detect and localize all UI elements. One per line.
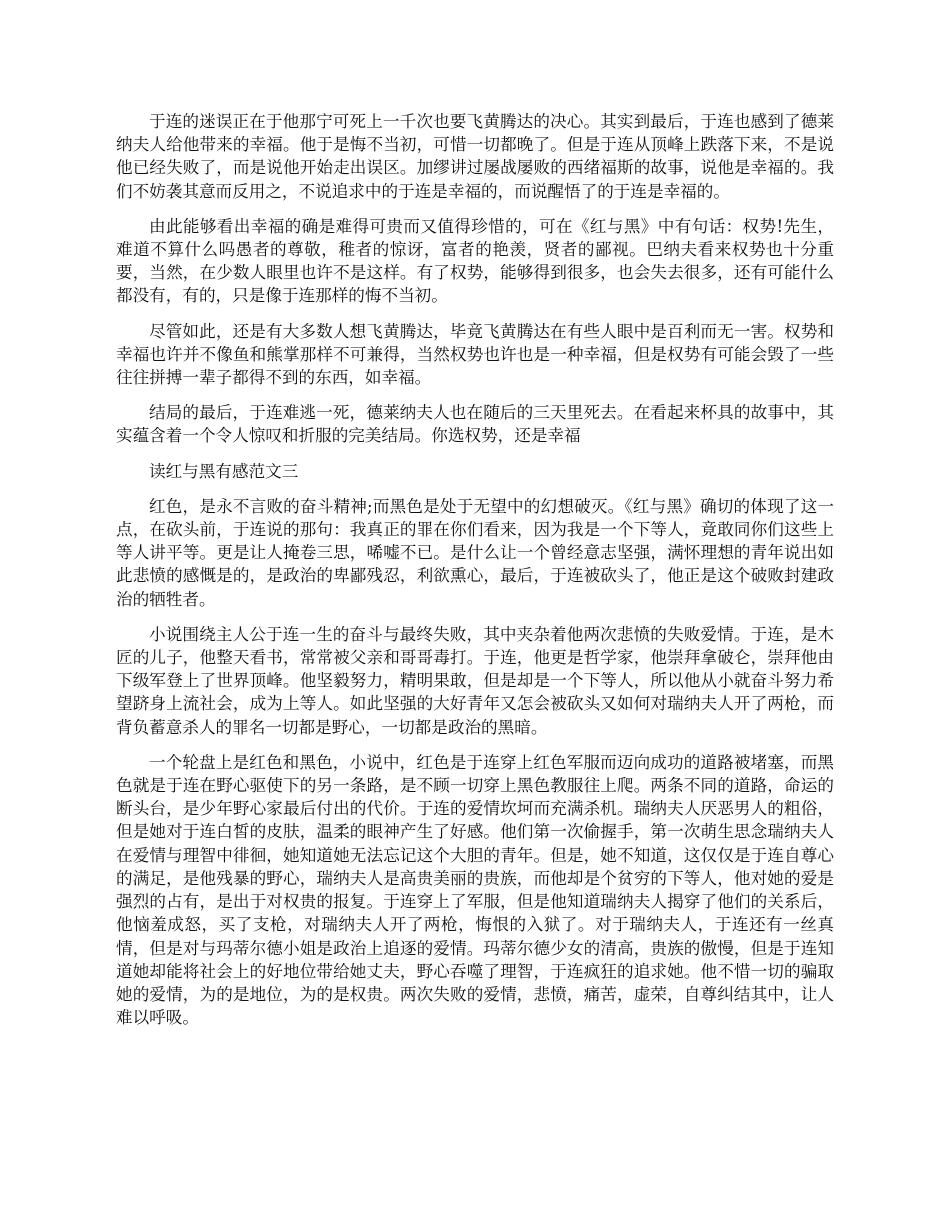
paragraph-1: 于连的迷误正在于他那宁可死上一千次也要飞黄腾达的决心。其实到最后，于连也感到了德莱纳夫人给他带来的幸福。他于是悔不当初，可惜一切都晚了。但是于连从顶峰上跌落下来，不是说他已经失败了，而是说他开始走出误区。加缪讲过屡战屡败的西绪福斯的故事，说他是幸福的。我们不妨袭其意而反用之，不说追求中的于连是幸福的，而说醒悟了的于连是幸福的。 <box>116 112 834 201</box>
section-heading: 读红与黑有感范文三 <box>149 461 299 481</box>
paragraph-6: 小说围绕主人公于连一生的奋斗与最终失败，其中夹杂着他两次悲愤的失败爱情。于连，是木匠的儿子，他整天看书，常常被父亲和哥哥毒打。于连，他更是哲学家，他崇拜拿破仑，崇拜他由下级军登上了世界顶峰。他坚毅努力，精明果敢，但是却是一个下等人，所以他从小就奋斗努力希望跻身上流社会，成为上等人。如此坚强的大好青年又怎会被砍头又如何对瑞纳夫人开了两枪，而背负蓄意杀人的罪名一切都是野心，一切都是政治的黑暗。 <box>116 624 834 737</box>
paragraph-2: 由此能够看出幸福的确是难得可贵而又值得珍惜的，可在《红与黑》中有句话：权势!先生，难道不算什么吗愚者的尊敬，稚者的惊讶，富者的艳羡，贤者的鄙视。巴纳夫看来权势也十分重要，当然，在少数人眼里也许不是这样。有了权势，能够得到很多，也会失去很多，还有可能什么都没有，有的，只是像于连那样的悔不当初。 <box>116 216 834 306</box>
paragraph-3: 尽管如此，还是有大多数人想飞黄腾达，毕竟飞黄腾达在有些人眼中是百利而无一害。权势和幸福也许并不像鱼和熊掌那样不可兼得，当然权势也许也是一种幸福，但是权势有可能会毁了一些往往拼搏一辈子都得不到的东西，如幸福。 <box>116 321 834 388</box>
document-page <box>116 110 834 1041</box>
paragraph-5: 红色，是永不言败的奋斗精神;而黑色是处于无望中的幻想破灭。《红与黑》确切的体现了这一点，在砍头前，于连说的那句：我真正的罪在你们看来，因为我是一个下等人，竟敢同你们这些上等人讲平等。更是让人掩卷三思，唏嘘不已。是什么让一个曾经意志坚强，满怀理想的青年说出如此悲愤的感慨是的，是政治的卑鄙残忍，利欲熏心，最后，于连被砍头了，他正是这个破败封建政治的牺牲者。 <box>116 496 834 609</box>
paragraph-4: 结局的最后，于连难逃一死，德莱纳夫人也在随后的三天里死去。在看起来杯具的故事中，其实蕴含着一个令人惊叹和折服的完美结局。你选权势，还是幸福 <box>116 403 834 446</box>
paragraph-7: 一个轮盘上是红色和黑色，小说中，红色是于连穿上红色军服而迈向成功的道路被堵塞，而黑色就是于连在野心驱使下的另一条路，是不顾一切穿上黑色教服往上爬。两条不同的道路，命运的断头台，是少年野心家最后付出的代价。于连的爱情坎坷而充满杀机。瑞纳夫人厌恶男人的粗俗，但是她对于连白皙的皮肤，温柔的眼神产生了好感。他们第一次偷握手，第一次萌生思念瑞纳夫人在爱情与理智中徘徊，她知道她无法忘记这个大胆的青年。但是，她不知道，这仅仅是于连自尊心的满足，是他残暴的野心，瑞纳夫人是高贵美丽的贵族，而他却是个贫穷的下等人，他对她的爱是强烈的占有，是出于对权贵的报复。于连穿上了军服，但是他知道瑞纳夫人揭穿了他们的关系后，他恼羞成怒，买了支枪，对瑞纳夫人开了两枪，悔恨的入狱了。对于瑞纳夫人，于连还有一丝真情，但是对与玛蒂尔德小姐是政治上追逐的爱情。玛蒂尔德少女的清高，贵族的傲慢，但是于连知道她却能将社会上的好地位带给她丈夫，野心吞噬了理智，于连疯狂的追求她。他不惜一切的骗取她的爱情，为的是地位，为的是权贵。两次失败的爱情，悲愤，痛苦，虚荣，自尊纠结其中，让人难以呼吸。 <box>116 752 834 1028</box>
